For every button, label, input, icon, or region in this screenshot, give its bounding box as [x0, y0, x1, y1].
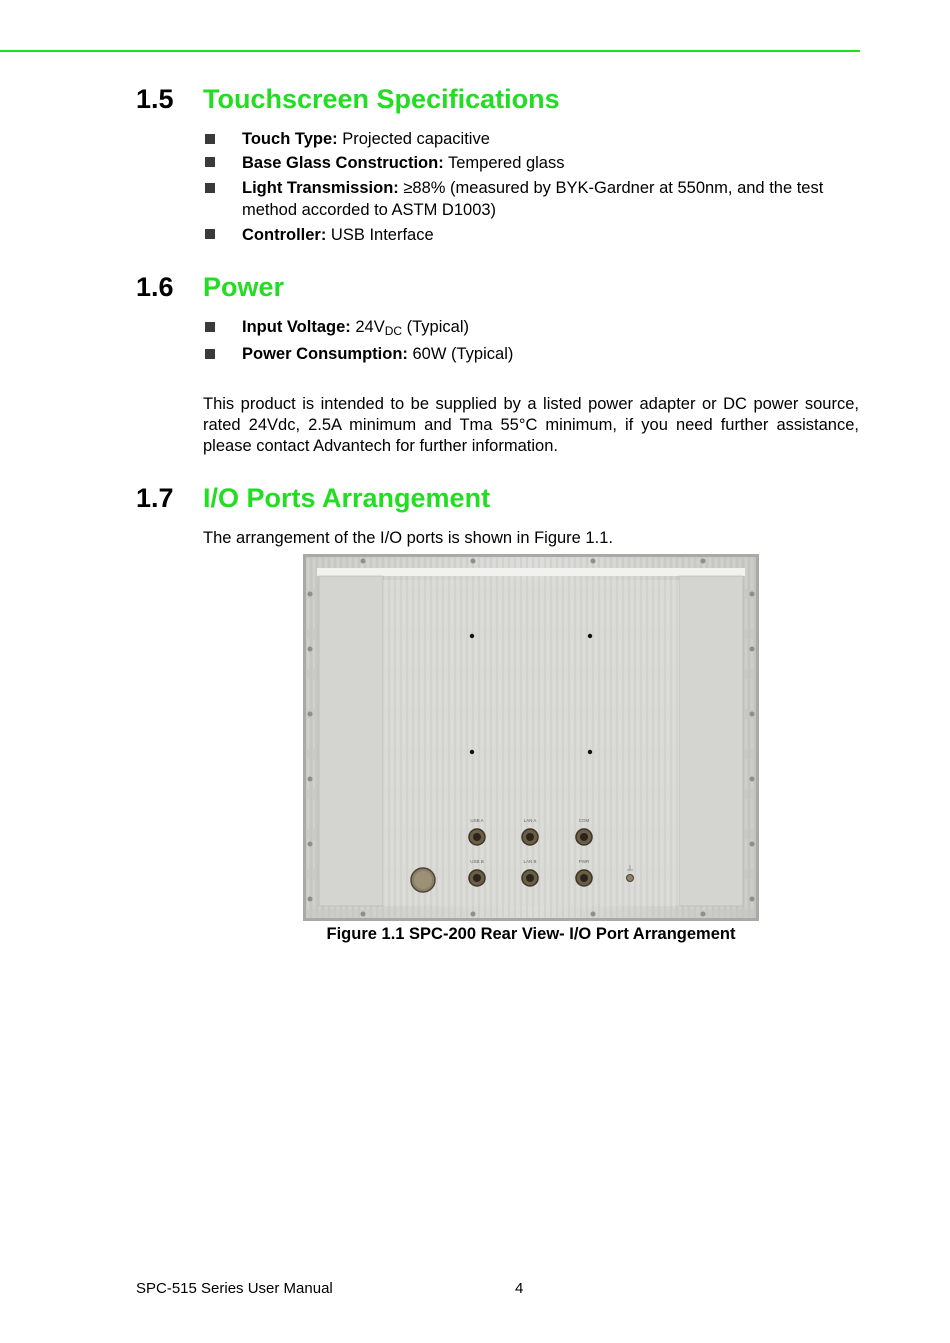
- item-label: Light Transmission:: [242, 179, 399, 197]
- item-label: Power Consumption:: [242, 345, 408, 363]
- footer-page-number: 4: [515, 1280, 524, 1297]
- section-number-1-5: 1.5: [136, 84, 174, 114]
- port-label-lan-a: LAN A: [523, 818, 537, 823]
- item-value: Tempered glass: [443, 154, 565, 172]
- bullet-icon: [205, 157, 215, 167]
- port-label-com: COM: [578, 818, 590, 823]
- item-label: Touch Type:: [242, 130, 338, 148]
- list-item-controller: [242, 224, 862, 246]
- right-side-panel: [679, 576, 743, 906]
- item-label: Controller:: [242, 226, 327, 244]
- item-value: ≥88% (measured by BYK-Gardner at 550nm, and the test method accorded to ASTM D1003): [242, 179, 824, 219]
- power-note-paragraph: This product is intended to be supplied by a listed power adapter or DC power source, rated 24Vdc, 2.5A minimum and Tma 55°C minimum, if you need further assistance, please contact Advantech for further information.: [203, 395, 859, 455]
- list-item-input-voltage: [242, 316, 862, 342]
- port-label-lan-b: LAN B: [523, 859, 537, 864]
- header-rule: [0, 50, 860, 52]
- figure-caption: Figure 1.1 SPC-200 Rear View- I/O Port Arrangement: [326, 925, 736, 943]
- bullet-icon: [205, 183, 215, 193]
- io-intro-paragraph: The arrangement of the I/O ports is shown in Figure 1.1.: [203, 529, 613, 547]
- section-title-touchscreen: Touchscreen Specifications: [203, 84, 560, 114]
- item-value: USB Interface: [326, 226, 434, 244]
- footer-manual-title: SPC-515 Series User Manual: [136, 1280, 333, 1297]
- item-value-subscript: DC: [384, 324, 403, 338]
- list-item-base-glass: [242, 152, 862, 174]
- item-value: Projected capacitive: [337, 130, 490, 148]
- bullet-icon: [205, 134, 215, 144]
- section-number-1-7: 1.7: [136, 483, 174, 513]
- section-number-1-6: 1.6: [136, 272, 174, 302]
- list-item-power-consumption: [242, 343, 862, 365]
- list-item-touch-type: [242, 128, 862, 150]
- rear-view-figure: [303, 554, 759, 921]
- section-title-io-ports: I/O Ports Arrangement: [203, 483, 491, 513]
- port-label-usb-a: USB A: [470, 818, 484, 823]
- item-value: 24V: [350, 318, 385, 336]
- section-title-power: Power: [203, 272, 285, 302]
- bullet-icon: [205, 229, 215, 239]
- port-label-usb-b: USB B: [470, 859, 484, 864]
- item-label: Input Voltage:: [242, 318, 351, 336]
- left-side-panel: [319, 576, 383, 906]
- item-value-tail: (Typical): [402, 318, 469, 336]
- bullet-icon: [205, 349, 215, 359]
- list-item-light-transmission: [242, 177, 862, 221]
- item-label: Base Glass Construction:: [242, 154, 444, 172]
- item-value: 60W (Typical): [407, 345, 514, 363]
- bullet-icon: [205, 322, 215, 332]
- ground-screw-icon: [627, 875, 634, 882]
- port-label-pwr: PWR: [578, 859, 590, 864]
